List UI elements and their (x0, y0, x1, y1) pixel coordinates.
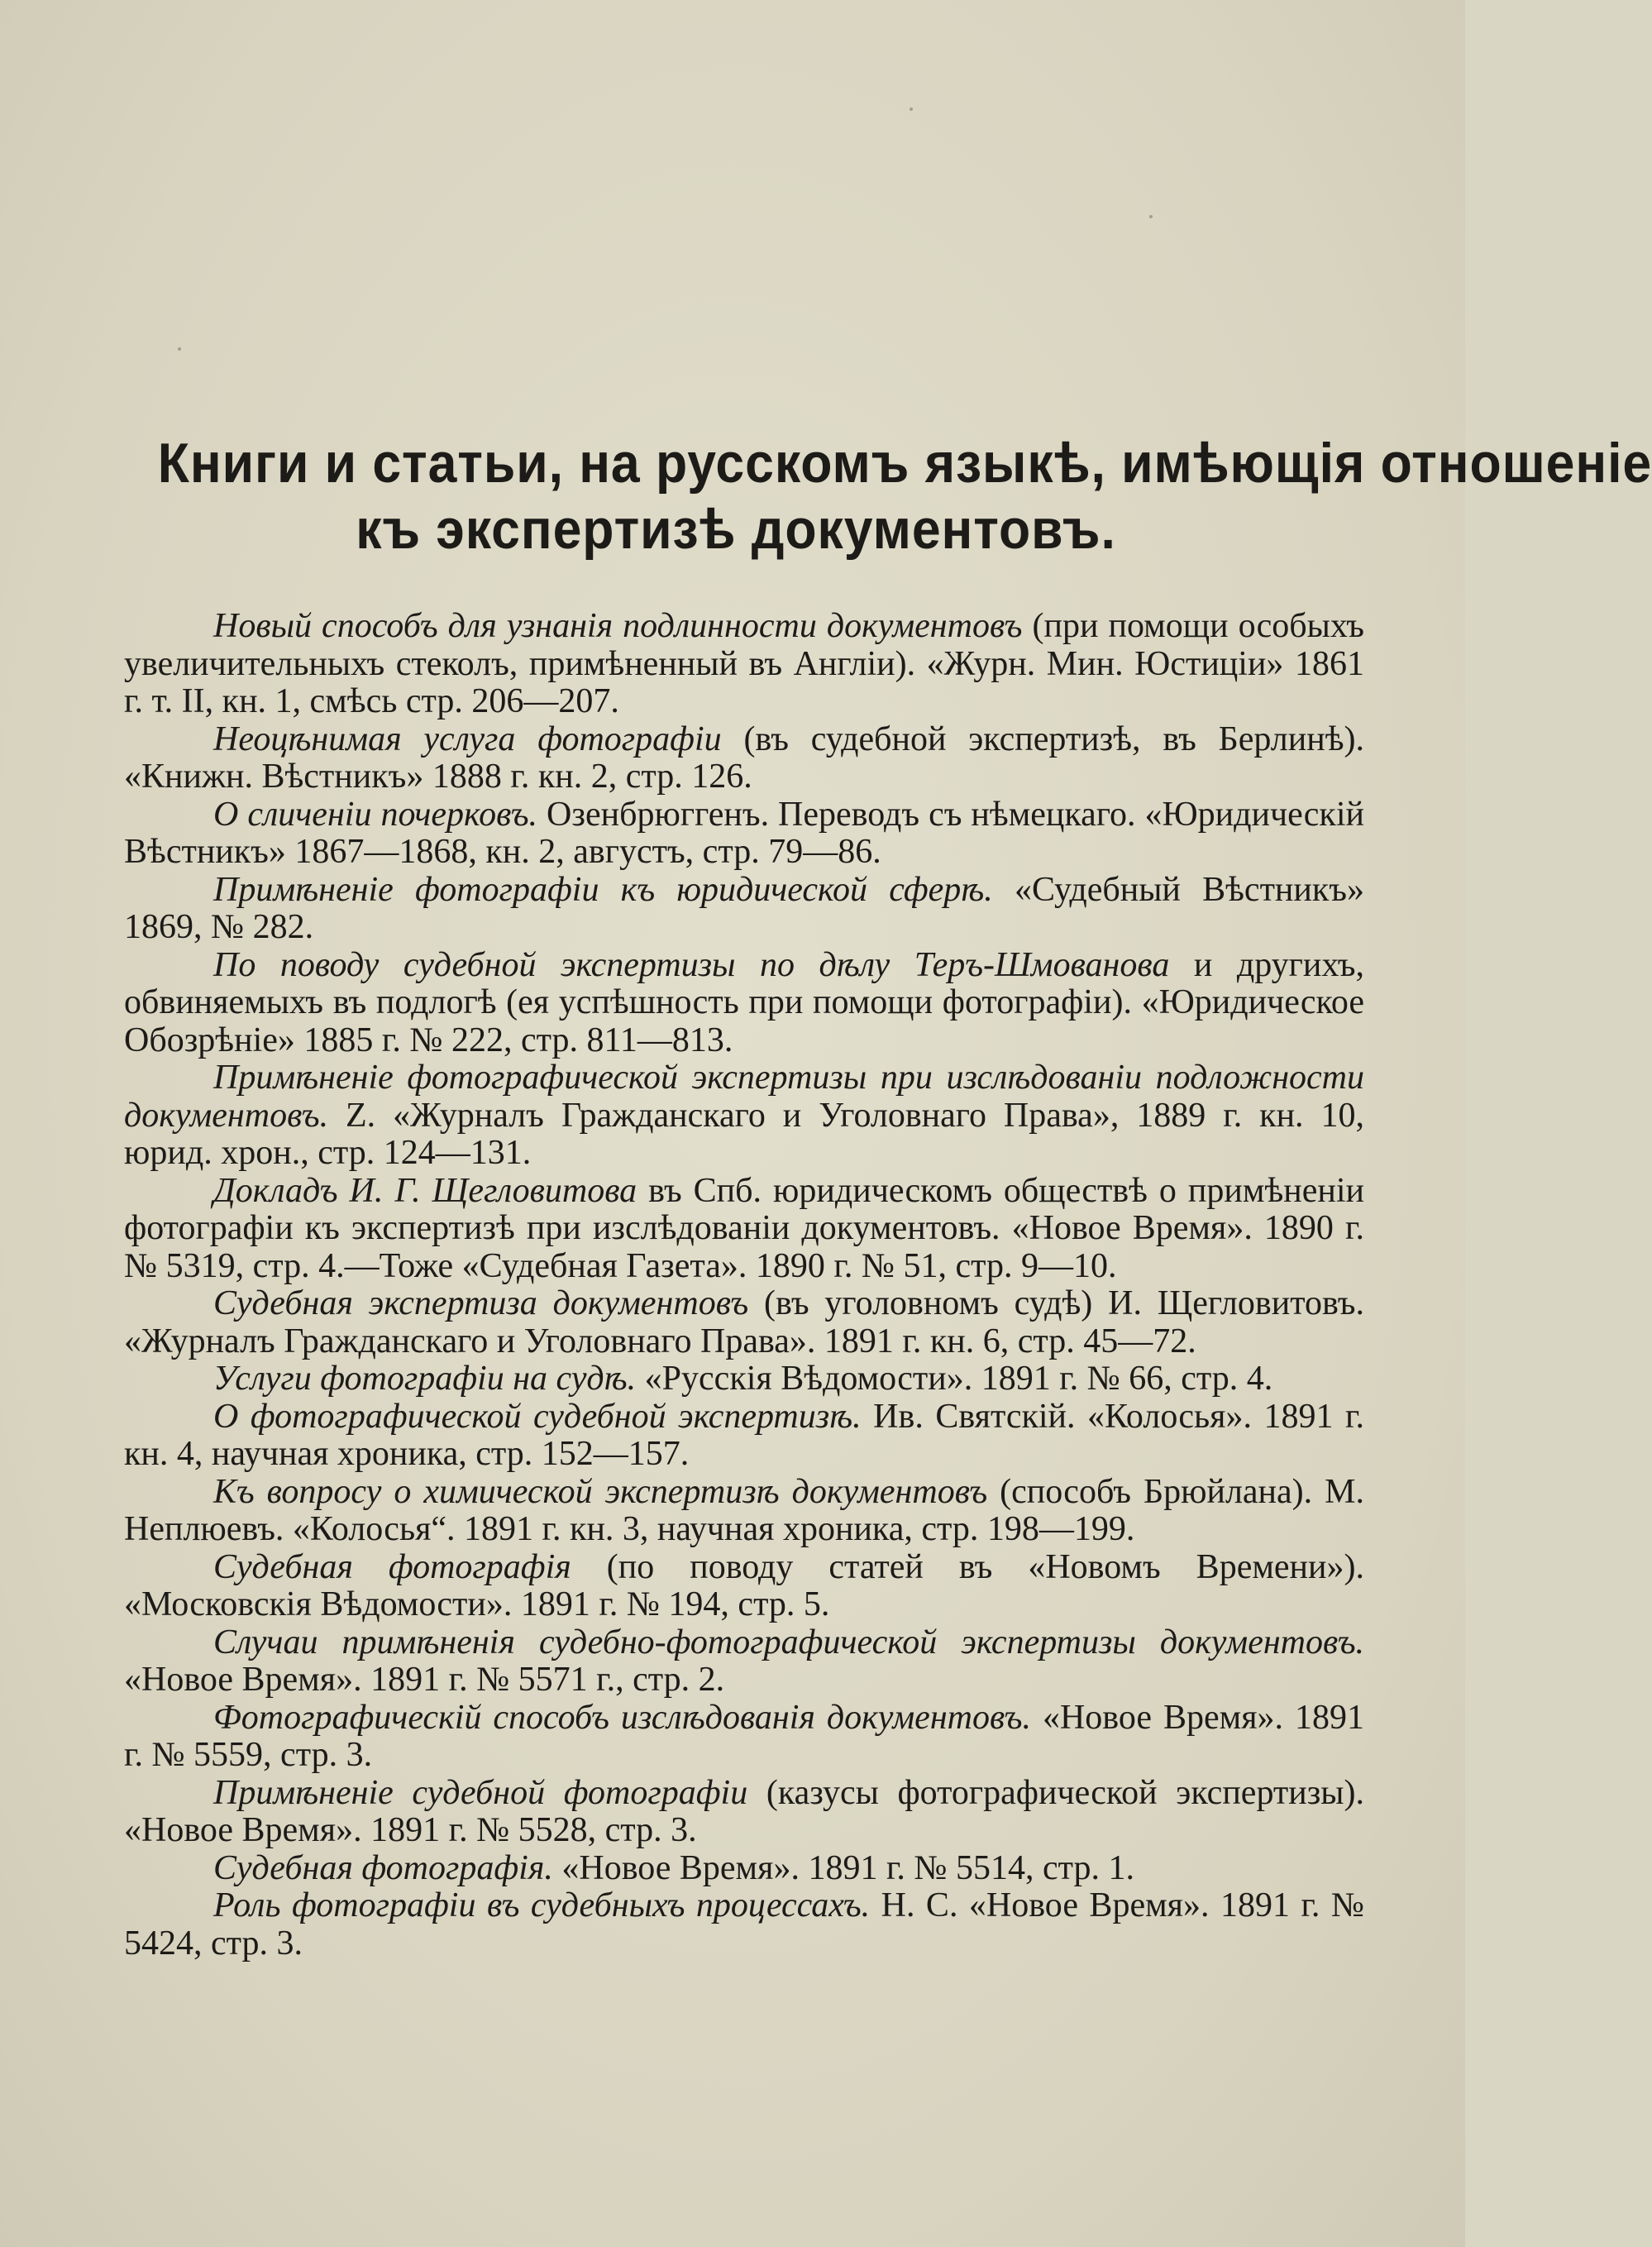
entry-title: Судебная фотографія (213, 1547, 571, 1586)
paper-speck (1149, 215, 1153, 218)
bibliography-entry (124, 1059, 1364, 1173)
bibliography-entry (124, 721, 1364, 796)
entry-title: Судебная фотографія. (213, 1848, 553, 1887)
bibliography-entry (124, 1624, 1364, 1700)
entry-details: «Русскія Вѣдомости». 1891 г. № 66, стр. 4. (636, 1360, 1273, 1398)
entry-title: Неоцѣнимая услуга фотографіи (213, 720, 722, 758)
bibliography-entry (124, 1775, 1364, 1850)
bibliography-entry (124, 1474, 1364, 1549)
bibliography-entry (124, 1398, 1364, 1474)
bibliography-entry (124, 1173, 1364, 1286)
entry-title: Примѣненіе фотографіи къ юридической сферѣ. (213, 870, 993, 909)
entry-title: Докладъ И. Г. Щегловитова (213, 1171, 637, 1210)
entry-title: Примѣненіе фотографической экспертизы при изслѣдованіи подложности документовъ. (124, 1059, 1364, 1135)
entry-title: По поводу судебной экспертизы по дѣлу Теръ-Шмованова (213, 945, 1170, 984)
bibliography-entry (124, 1850, 1364, 1888)
bibliography-entry (124, 1700, 1364, 1775)
page-title (157, 430, 1652, 562)
entry-details: (по поводу статей въ «Новомъ Времени»). «Московскія Вѣдомости». 1891 г. № 194, стр. 5. (124, 1547, 1364, 1623)
page-title-line-2: къ экспертизѣ документовъ. (356, 498, 1116, 561)
entry-details: Z. «Журналъ Гражданскаго и Уголовнаго Права», 1889 г. кн. 10, юрид. хрон., стр. 124—131. (124, 1096, 1364, 1172)
bibliography-entry (124, 947, 1364, 1060)
entry-details: Ив. Святскій. «Колосья». 1891 г. кн. 4, научная хроника, стр. 152—157. (124, 1397, 1364, 1473)
entry-title: Услуги фотографіи на судѣ. (213, 1360, 637, 1398)
entry-title: О фотографической судебной экспертизѣ. (213, 1397, 862, 1436)
entry-title: Къ вопросу о химической экспертизѣ документовъ (213, 1472, 988, 1511)
entry-details: (въ уголовномъ судѣ) И. Щегловитовъ. «Журналъ Гражданскаго и Уголовнаго Права». 1891 г. кн. 6, стр. 45—72. (124, 1284, 1364, 1360)
bibliography-entry (124, 1285, 1364, 1360)
entry-details: (способъ Брюйлана). М. Неплюевъ. «Колосья“. 1891 г. кн. 3, научная хроника, стр. 198—199. (124, 1472, 1364, 1548)
bibliography-entry (124, 608, 1364, 721)
entry-title: Судебная экспертиза документовъ (213, 1284, 749, 1322)
entry-title: Роль фотографіи въ судебныхъ процессахъ. (213, 1886, 871, 1924)
entry-details: Озенбрюггенъ. Переводъ съ нѣмецкаго. «Юридическій Вѣстникъ» 1867—1868, кн. 2, августъ, стр. 79—86. (124, 795, 1364, 871)
bibliography-entry (124, 1360, 1364, 1398)
entry-details: «Новое Время». 1891 г. № 5559, стр. 3. (124, 1698, 1364, 1774)
entry-details: (въ судебной экспертизѣ, въ Берлинѣ). «Книжн. Вѣстникъ» 1888 г. кн. 2, стр. 126. (124, 720, 1364, 796)
bibliography-entry (124, 1549, 1364, 1624)
entry-title: Новый способъ для узнанія подлинности документовъ (213, 607, 1023, 645)
entry-details: и другихъ, обвиняемыхъ въ подлогѣ (ея успѣшность при помощи фотографіи). «Юридическое Обозрѣніе» 1885 г. № 222, стр. 811—813. (124, 945, 1364, 1059)
paper-speck (178, 347, 181, 351)
bibliography-entry (124, 872, 1364, 947)
page-title-line-1: Книги и статьи, на русскомъ языкѣ, имѣющія отношеніе (157, 432, 1652, 495)
entry-details: (при помощи особыхъ увеличительныхъ стеколъ, примѣненный въ Англіи). «Журн. Мин. Юстиціи» 1861 г. т. II, кн. 1, смѣсь стр. 206—207. (124, 607, 1364, 720)
bibliography-entry (124, 1887, 1364, 1963)
entry-title: О сличеніи почерковъ. (213, 795, 538, 834)
entry-details: (казусы фотографической экспертизы). «Новое Время». 1891 г. № 5528, стр. 3. (124, 1773, 1365, 1849)
entry-details: Н. С. «Новое Время». 1891 г. № 5424, стр. 3. (124, 1886, 1364, 1963)
entry-details: «Новое Время». 1891 г. № 5514, стр. 1. (552, 1848, 1135, 1887)
entry-details: въ Спб. юридическомъ обществѣ о примѣненіи фотографіи къ экспертизѣ при изслѣдованіи документовъ. «Новое Время». 1890 г. № 5319, стр. 4.—Тоже «Судебная Газета». 1890 г. № 51, стр. 9—10. (124, 1171, 1364, 1285)
entry-title: Примѣненіе судебной фотографіи (213, 1773, 748, 1812)
bibliography-entry (124, 796, 1364, 872)
bibliography-list (124, 608, 1364, 1963)
entry-title: Фотографическій способъ изслѣдованія документовъ. (213, 1698, 1031, 1737)
entry-details: «Судебный Вѣстникъ» 1869, № 282. (124, 870, 1364, 946)
entry-title: Случаи примѣненія судебно-фотографической экспертизы документовъ. (213, 1623, 1364, 1661)
entry-details: «Новое Время». 1891 г. № 5571 г., стр. 2. (124, 1661, 725, 1699)
paper-speck (910, 108, 913, 111)
